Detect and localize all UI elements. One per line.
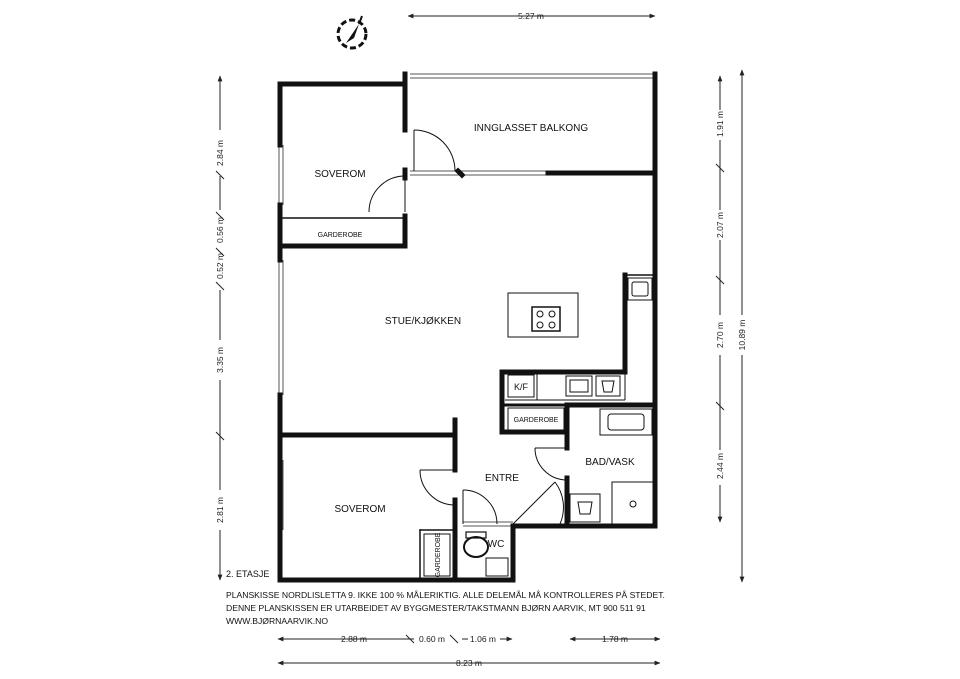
dim-right-2: 2.07 m — [715, 212, 725, 238]
room-balcony-label: INNGLASSET BALKONG — [473, 123, 589, 134]
dim-bottom-2: 0.60 m — [419, 634, 445, 644]
dim-left-5: 2.81 m — [215, 497, 225, 523]
wc-basin — [486, 558, 508, 576]
dimension-lines — [220, 16, 742, 663]
toilet-icon — [464, 532, 488, 557]
washbasin-icon — [600, 409, 652, 435]
dim-total-width: 8.23 m — [456, 658, 482, 668]
dim-left-2: 0.56 m — [215, 217, 225, 243]
room-fridge-label: K/F — [513, 382, 529, 392]
room-living-kitchen-label: STUE/KJØKKEN — [384, 316, 462, 327]
dim-top-width: 5.27 m — [518, 11, 544, 21]
room-entrance-label: ENTRE — [485, 473, 519, 484]
room-wc-label: WC — [487, 539, 505, 550]
dim-left-1: 2.84 m — [215, 140, 225, 166]
dim-right-1: 1.91 m — [715, 111, 725, 137]
room-bedroom-top-label: SOVEROM — [314, 169, 366, 180]
dim-left-3: 0.52 m — [215, 253, 225, 279]
dim-bottom-4: 1.78 m — [602, 634, 628, 644]
floor-label: 2. ETASJE — [226, 569, 270, 579]
room-wardrobe-bottom-label: GARDEROBE — [435, 532, 442, 578]
dishwasher-icon — [596, 376, 620, 396]
dim-bottom-1: 2.88 m — [341, 634, 367, 644]
washing-machine-icon — [570, 494, 600, 522]
disclaimer-line-1: PLANSKISSE NORDLISLETTA 9. IKKE 100 % MÅLERIKTIG. ALLE DELEMÅL MÅ KONTROLLERES PÅ STEDET. — [226, 590, 665, 600]
shower-icon — [612, 482, 654, 524]
dim-total-height: 10.89 m — [737, 319, 747, 351]
room-wardrobe-top-label: GARDEROBE — [317, 232, 363, 239]
dim-right-4: 2.44 m — [715, 453, 725, 479]
room-wardrobe-mid-label: GARDEROBE — [513, 417, 559, 424]
website-link[interactable]: WWW.BJØRNAARVIK.NO — [226, 616, 329, 626]
room-bedroom-bottom-label: SOVEROM — [334, 504, 386, 515]
compass-icon — [338, 16, 366, 48]
dim-right-3: 2.70 m — [715, 322, 725, 348]
sink-icon — [566, 376, 592, 396]
room-bathroom-label: BAD/VASK — [585, 457, 635, 468]
dim-left-4: 3.35 m — [215, 347, 225, 373]
disclaimer-line-2: DENNE PLANSKISSEN ER UTARBEIDET AV BYGGMESTER/TAKSTMANN BJØRN AARVIK, MT 900 511 91 — [226, 603, 646, 613]
dim-bottom-3: 1.06 m — [470, 634, 496, 644]
cooktop-icon — [532, 307, 560, 331]
